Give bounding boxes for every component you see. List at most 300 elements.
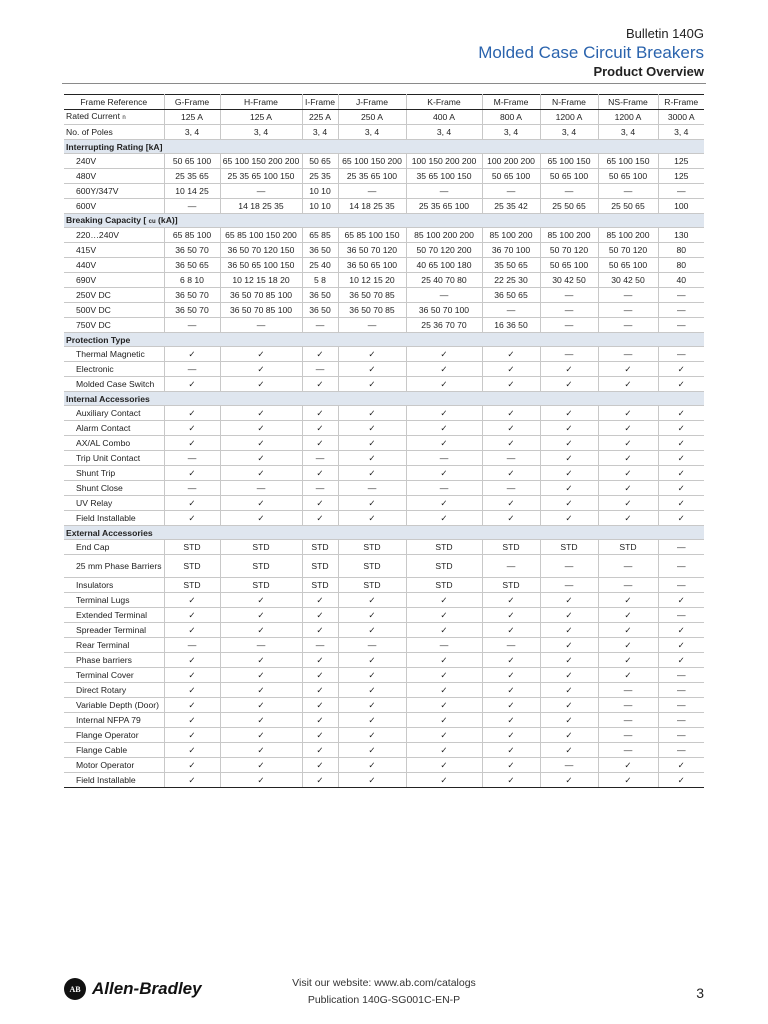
table-cell: ✓	[406, 406, 482, 421]
table-cell: 3, 4	[540, 125, 598, 140]
table-cell: ✓	[164, 728, 220, 743]
table-cell: STD	[406, 578, 482, 593]
table-cell: ✓	[338, 728, 406, 743]
table-cell: ✓	[482, 653, 540, 668]
table-cell: ✓	[164, 377, 220, 392]
table-cell: ✓	[164, 593, 220, 608]
table-cell: ✓	[658, 436, 704, 451]
table-cell: —	[658, 743, 704, 758]
table-cell: —	[338, 481, 406, 496]
table-cell: ✓	[302, 608, 338, 623]
table-cell: ✓	[302, 773, 338, 788]
table-cell: STD	[220, 540, 302, 555]
table-cell: ✓	[302, 421, 338, 436]
column-header: G-Frame	[164, 95, 220, 110]
table-cell: 36 50 65	[482, 288, 540, 303]
table-cell: 14 18 25 35	[338, 199, 406, 214]
footer-center	[0, 975, 768, 1009]
table-cell: —	[658, 668, 704, 683]
table-cell: —	[406, 638, 482, 653]
table-cell: 10 12 15 20	[338, 273, 406, 288]
table-header-row	[64, 95, 704, 110]
column-header: M-Frame	[482, 95, 540, 110]
table-cell: 50 65	[302, 154, 338, 169]
table-cell: 225 A	[302, 110, 338, 125]
table-cell: ✓	[406, 713, 482, 728]
table-cell: 36 50 65 100 150	[220, 258, 302, 273]
table-cell: —	[482, 184, 540, 199]
table-cell: 50 65 100	[164, 154, 220, 169]
table-cell: STD	[302, 555, 338, 578]
column-header: K-Frame	[406, 95, 482, 110]
table-cell: ✓	[164, 436, 220, 451]
column-header: Frame Reference	[64, 95, 164, 110]
table-cell: —	[540, 347, 598, 362]
table-cell: —	[658, 728, 704, 743]
table-cell: ✓	[406, 773, 482, 788]
row-label: Insulators	[64, 578, 164, 593]
table-cell: 25 35 65 100	[406, 199, 482, 214]
table-cell: STD	[338, 540, 406, 555]
table-cell: 40 65 100 180	[406, 258, 482, 273]
table-row	[64, 511, 704, 526]
table-row	[64, 496, 704, 511]
table-cell: —	[220, 638, 302, 653]
table-cell: ✓	[220, 698, 302, 713]
table-cell: ✓	[302, 511, 338, 526]
table-cell: ✓	[598, 481, 658, 496]
table-cell: STD	[482, 540, 540, 555]
table-cell: ✓	[598, 653, 658, 668]
table-cell: ✓	[658, 758, 704, 773]
table-cell: ✓	[302, 436, 338, 451]
table-cell: 40	[658, 273, 704, 288]
table-cell: ✓	[598, 496, 658, 511]
table-cell: ✓	[220, 713, 302, 728]
table-cell: 36 50 70 85	[338, 288, 406, 303]
table-cell: STD	[302, 578, 338, 593]
table-cell: ✓	[164, 406, 220, 421]
table-cell: ✓	[220, 406, 302, 421]
table-row	[64, 728, 704, 743]
table-row	[64, 406, 704, 421]
table-row	[64, 243, 704, 258]
table-cell: 65 100 150	[598, 154, 658, 169]
table-cell: ✓	[164, 623, 220, 638]
page-number: 3	[696, 985, 704, 1001]
table-row	[64, 466, 704, 481]
table-cell: 125	[658, 154, 704, 169]
row-label: 220…240V	[64, 228, 164, 243]
table-cell: ✓	[338, 511, 406, 526]
table-cell: 65 100 150 200 200	[220, 154, 302, 169]
table-cell: ✓	[164, 683, 220, 698]
table-cell: ✓	[338, 668, 406, 683]
table-cell: 22 25 30	[482, 273, 540, 288]
table-cell: ✓	[338, 653, 406, 668]
table-cell: STD	[164, 540, 220, 555]
table-cell: —	[658, 318, 704, 333]
table-cell: ✓	[482, 623, 540, 638]
table-cell: ✓	[302, 698, 338, 713]
table-cell: 65 85	[302, 228, 338, 243]
table-cell: ✓	[406, 668, 482, 683]
table-cell: —	[598, 184, 658, 199]
table-row	[64, 273, 704, 288]
table-cell: ✓	[164, 713, 220, 728]
table-cell: 85 100 200	[598, 228, 658, 243]
table-cell: 25 40	[302, 258, 338, 273]
table-cell: 36 70 100	[482, 243, 540, 258]
brand-name: Allen-Bradley	[92, 979, 202, 998]
spec-table	[64, 94, 704, 788]
table-cell: ✓	[482, 406, 540, 421]
table-cell: ✓	[482, 608, 540, 623]
table-cell: ✓	[598, 623, 658, 638]
table-cell: ✓	[540, 436, 598, 451]
table-cell: ✓	[482, 758, 540, 773]
table-cell: ✓	[540, 421, 598, 436]
allen-bradley-logo-icon: AB	[64, 978, 86, 1000]
table-cell: ✓	[338, 406, 406, 421]
table-row	[64, 623, 704, 638]
table-cell: 3, 4	[598, 125, 658, 140]
table-cell: ✓	[220, 743, 302, 758]
table-cell: ✓	[164, 668, 220, 683]
column-header: H-Frame	[220, 95, 302, 110]
table-cell: ✓	[406, 347, 482, 362]
table-cell: 25 35 42	[482, 199, 540, 214]
table-cell: —	[658, 555, 704, 578]
table-cell: ✓	[406, 683, 482, 698]
table-cell: —	[658, 303, 704, 318]
table-row	[64, 638, 704, 653]
table-cell: ✓	[302, 728, 338, 743]
table-cell: ✓	[658, 421, 704, 436]
table-cell: ✓	[540, 668, 598, 683]
table-cell: —	[598, 698, 658, 713]
table-cell: ✓	[658, 496, 704, 511]
table-cell: ✓	[302, 406, 338, 421]
table-cell: 3, 4	[406, 125, 482, 140]
table-cell: ✓	[302, 713, 338, 728]
table-cell: —	[406, 481, 482, 496]
table-cell: ✓	[164, 511, 220, 526]
table-cell: —	[482, 451, 540, 466]
table-cell: ✓	[302, 653, 338, 668]
table-cell: 36 50 70 85 100	[220, 303, 302, 318]
row-label: Electronic	[64, 362, 164, 377]
table-cell: ✓	[658, 638, 704, 653]
table-cell: ✓	[220, 728, 302, 743]
table-cell: —	[598, 347, 658, 362]
row-label: Shunt Close	[64, 481, 164, 496]
column-header: J-Frame	[338, 95, 406, 110]
table-cell: 36 50 65 100	[338, 258, 406, 273]
table-cell: ✓	[164, 758, 220, 773]
table-cell: ✓	[658, 593, 704, 608]
table-cell: ✓	[302, 347, 338, 362]
table-cell: —	[302, 362, 338, 377]
table-row	[64, 184, 704, 199]
table-cell: ✓	[220, 653, 302, 668]
table-cell: ✓	[658, 466, 704, 481]
table-cell: ✓	[658, 511, 704, 526]
row-label: Field Installable	[64, 511, 164, 526]
table-cell: —	[658, 683, 704, 698]
table-cell: —	[598, 743, 658, 758]
table-cell: 50 70 120	[598, 243, 658, 258]
table-cell: ✓	[540, 466, 598, 481]
table-cell: ✓	[658, 377, 704, 392]
row-label: Motor Operator	[64, 758, 164, 773]
table-cell: —	[302, 451, 338, 466]
section-title: Protection Type	[64, 333, 704, 347]
table-cell: ✓	[406, 728, 482, 743]
table-cell: —	[658, 578, 704, 593]
table-cell: ✓	[658, 451, 704, 466]
table-cell: ✓	[598, 451, 658, 466]
table-row	[64, 258, 704, 273]
table-row	[64, 668, 704, 683]
table-cell: —	[598, 683, 658, 698]
table-cell: ✓	[220, 623, 302, 638]
table-cell: ✓	[540, 511, 598, 526]
row-label	[64, 110, 164, 125]
table-row	[64, 436, 704, 451]
row-label: 500V DC	[64, 303, 164, 318]
table-cell: ✓	[540, 698, 598, 713]
row-label: Internal NFPA 79	[64, 713, 164, 728]
table-cell: 50 65 100	[540, 169, 598, 184]
table-cell: ✓	[338, 623, 406, 638]
table-cell: ✓	[220, 593, 302, 608]
table-cell: STD	[540, 540, 598, 555]
table-cell: 50 70 120 200	[406, 243, 482, 258]
table-cell: ✓	[302, 758, 338, 773]
table-cell: ✓	[338, 593, 406, 608]
table-cell: ✓	[164, 496, 220, 511]
table-cell: ✓	[338, 362, 406, 377]
table-row	[64, 555, 704, 578]
table-cell: —	[406, 184, 482, 199]
table-cell: —	[540, 758, 598, 773]
table-cell: ✓	[598, 511, 658, 526]
table-cell: ✓	[406, 436, 482, 451]
table-cell: ✓	[540, 773, 598, 788]
table-cell: ✓	[540, 593, 598, 608]
table-cell: ✓	[598, 758, 658, 773]
table-row	[64, 362, 704, 377]
table-cell: ✓	[406, 511, 482, 526]
table-cell: ✓	[540, 743, 598, 758]
table-row	[64, 698, 704, 713]
table-cell: —	[482, 555, 540, 578]
table-cell: 36 50 70 100	[406, 303, 482, 318]
bulletin-label: Bulletin 140G	[625, 26, 704, 41]
row-label: Rear Terminal	[64, 638, 164, 653]
table-cell: ✓	[406, 623, 482, 638]
table-cell: 16 36 50	[482, 318, 540, 333]
table-cell: —	[658, 540, 704, 555]
table-cell: 1200 A	[540, 110, 598, 125]
table-cell: —	[406, 451, 482, 466]
table-cell: —	[658, 713, 704, 728]
row-label: Extended Terminal	[64, 608, 164, 623]
table-cell: 10 14 25	[164, 184, 220, 199]
table-cell: ✓	[338, 743, 406, 758]
breaking-title-a: Breaking Capacity [	[66, 214, 147, 225]
table-cell: STD	[406, 555, 482, 578]
table-cell: ✓	[302, 377, 338, 392]
table-cell: —	[540, 318, 598, 333]
table-cell: —	[482, 303, 540, 318]
table-cell: —	[338, 318, 406, 333]
table-cell: ✓	[540, 638, 598, 653]
table-cell: STD	[164, 578, 220, 593]
table-cell: 30 42 50	[540, 273, 598, 288]
row-label: 750V DC	[64, 318, 164, 333]
table-cell: —	[598, 318, 658, 333]
table-cell: STD	[338, 578, 406, 593]
table-cell: ✓	[406, 377, 482, 392]
table-cell: ✓	[540, 377, 598, 392]
table-cell: ✓	[482, 362, 540, 377]
table-cell: ✓	[338, 451, 406, 466]
table-cell: 50 65 100	[598, 169, 658, 184]
rated-current-sub: n	[122, 115, 126, 121]
table-cell: 125 A	[220, 110, 302, 125]
table-cell: ✓	[338, 713, 406, 728]
table-cell: ✓	[302, 496, 338, 511]
table-cell: 80	[658, 243, 704, 258]
table-cell: ✓	[338, 773, 406, 788]
table-cell: ✓	[482, 668, 540, 683]
table-cell: —	[658, 347, 704, 362]
table-cell: ✓	[220, 496, 302, 511]
table-cell: 25 35	[302, 169, 338, 184]
table-cell: —	[540, 578, 598, 593]
table-cell: ✓	[658, 623, 704, 638]
table-cell: ✓	[658, 406, 704, 421]
breaking-title-b: (kA)]	[158, 214, 178, 225]
table-cell: 36 50	[302, 303, 338, 318]
table-cell: ✓	[406, 608, 482, 623]
table-cell: ✓	[482, 496, 540, 511]
table-cell: 400 A	[406, 110, 482, 125]
table-row	[64, 608, 704, 623]
table-cell: —	[598, 713, 658, 728]
table-cell: —	[164, 318, 220, 333]
table-cell: STD	[598, 540, 658, 555]
table-cell: ✓	[598, 377, 658, 392]
table-cell: ✓	[338, 347, 406, 362]
table-cell: ✓	[220, 511, 302, 526]
table-cell: —	[220, 481, 302, 496]
table-cell: ✓	[540, 728, 598, 743]
table-row	[64, 303, 704, 318]
row-label: 480V	[64, 169, 164, 184]
table-cell: ✓	[658, 773, 704, 788]
table-cell: ✓	[540, 608, 598, 623]
table-cell: 36 50 70	[164, 288, 220, 303]
table-cell: ✓	[482, 728, 540, 743]
table-cell: —	[302, 481, 338, 496]
table-row	[64, 347, 704, 362]
row-label: Shunt Trip	[64, 466, 164, 481]
section-title	[64, 214, 704, 228]
table-cell: 50 65 100	[482, 169, 540, 184]
table-cell: 50 65 100	[598, 258, 658, 273]
table-cell: ✓	[406, 421, 482, 436]
table-cell: ✓	[220, 466, 302, 481]
table-cell: 5 8	[302, 273, 338, 288]
table-cell: ✓	[482, 698, 540, 713]
table-cell: —	[338, 638, 406, 653]
table-cell: ✓	[302, 623, 338, 638]
column-header: NS-Frame	[598, 95, 658, 110]
table-cell: ✓	[482, 436, 540, 451]
table-cell: 36 50 70 85 100	[220, 288, 302, 303]
table-cell: ✓	[598, 362, 658, 377]
table-cell: —	[658, 698, 704, 713]
table-cell: ✓	[482, 347, 540, 362]
rated-current-label: Rated Current	[66, 111, 120, 121]
column-header: N-Frame	[540, 95, 598, 110]
page-header	[478, 26, 704, 80]
table-cell: 100 150 200 200	[406, 154, 482, 169]
row-label: 25 mm Phase Barriers	[64, 555, 164, 578]
table-cell: 10 12 15 18 20	[220, 273, 302, 288]
table-cell: 80	[658, 258, 704, 273]
table-cell: ✓	[658, 653, 704, 668]
table-row	[64, 199, 704, 214]
table-cell: 36 50	[302, 243, 338, 258]
row-label: Auxiliary Contact	[64, 406, 164, 421]
table-cell: ✓	[540, 406, 598, 421]
table-cell: 36 50	[302, 288, 338, 303]
table-cell: ✓	[220, 683, 302, 698]
row-label: Terminal Lugs	[64, 593, 164, 608]
website-link[interactable]: Visit our website: www.ab.com/catalogs	[292, 977, 476, 989]
table-cell: 25 40 70 80	[406, 273, 482, 288]
table-cell: 3, 4	[164, 125, 220, 140]
table-cell: 65 100 150 200	[338, 154, 406, 169]
table-cell: —	[598, 303, 658, 318]
table-cell: STD	[482, 578, 540, 593]
table-cell: ✓	[302, 593, 338, 608]
table-cell: ✓	[220, 362, 302, 377]
table-cell: 3, 4	[482, 125, 540, 140]
table-cell: ✓	[338, 608, 406, 623]
table-cell: —	[164, 638, 220, 653]
table-cell: 10 10	[302, 199, 338, 214]
table-row	[64, 169, 704, 184]
table-cell: —	[406, 288, 482, 303]
table-cell: ✓	[164, 773, 220, 788]
row-label: Direct Rotary	[64, 683, 164, 698]
table-cell: ✓	[658, 362, 704, 377]
table-cell: ✓	[406, 593, 482, 608]
row-label: Variable Depth (Door)	[64, 698, 164, 713]
table-cell: ✓	[220, 758, 302, 773]
row-label: Molded Case Switch	[64, 377, 164, 392]
header-rule	[62, 83, 706, 84]
table-cell: —	[540, 184, 598, 199]
table-cell: —	[598, 555, 658, 578]
row-label: Alarm Contact	[64, 421, 164, 436]
table-cell: —	[540, 288, 598, 303]
